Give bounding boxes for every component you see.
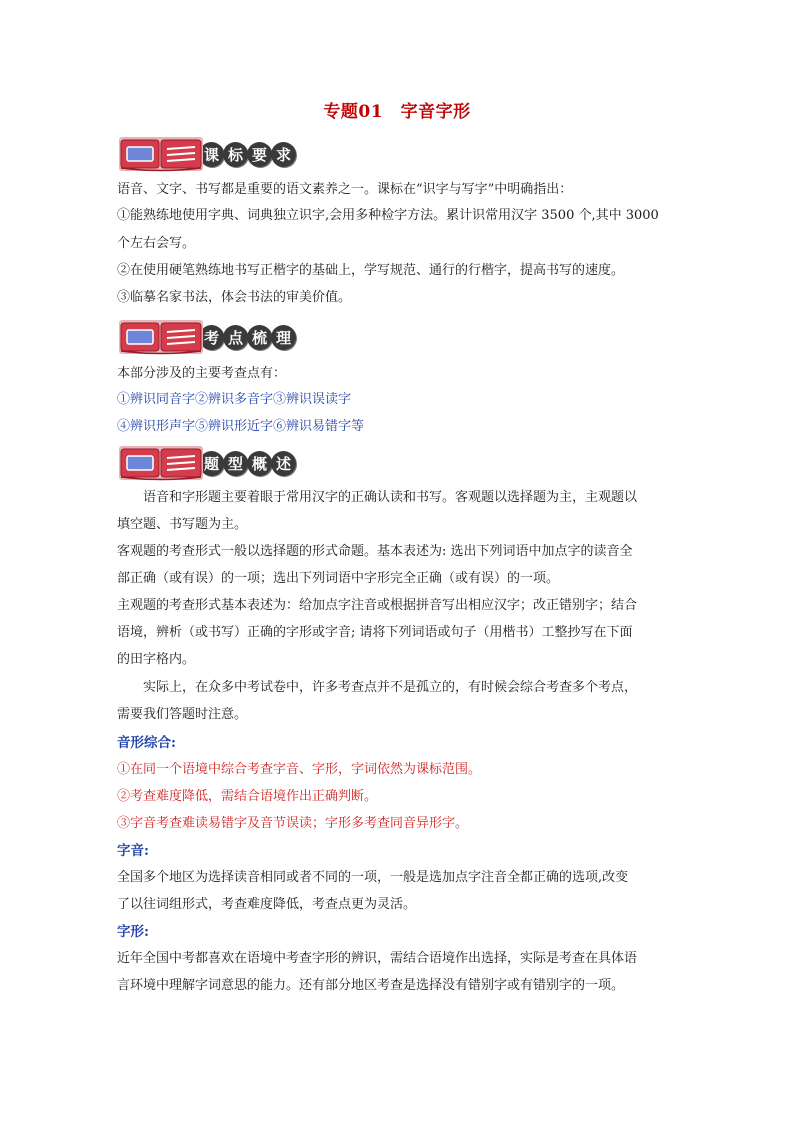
book-icon [117, 444, 205, 482]
shape-text-cont: 言环境中理解字词意思的能力。还有部分地区考查是选择没有错别字或有错别字的一项。 [117, 978, 625, 993]
overview-p2-cont: 部正确（或有误）的一项；选出下列词语中字形完全正确（或有误）的一项。 [117, 571, 560, 586]
combo-item-2: ②考查难度降低，需结合语境作出正确判断。 [117, 789, 378, 804]
section-header-overview [117, 444, 295, 482]
sound-heading: 字音: [117, 843, 149, 859]
combo-item-1: ①在同一个语境中综合考查字音、字形，字词依然为课标范围。 [117, 762, 482, 777]
overview-p3-cont2: 的田字格内。 [117, 652, 196, 667]
overview-p3: 主观题的考查形式基本表述为：给加点字注音或根据拼音写出相应汉字；改正错别字；结合 [117, 598, 638, 613]
section-header-points [117, 318, 295, 356]
shape-heading: 字形: [117, 924, 149, 940]
combo-heading: 音形综合: [117, 735, 176, 751]
shape-text: 近年全国中考都喜欢在语境中考查字形的辨识，需结合语境作出选择，实际是考查在具体语 [117, 951, 638, 966]
section-char: 课 [199, 142, 224, 167]
combo-item-3: ③字音考查难读易错字及音节误读；字形多考查同音异形字。 [117, 816, 469, 831]
curriculum-item-3: ③临摹名家书法，体会书法的审美价值。 [117, 290, 352, 305]
overview-p3-cont1: 语境，辨析（或书写）正确的字形或字音; 请将下列词语或句子（用楷书）工整抄写在下面 [117, 625, 633, 640]
overview-p1-cont: 填空题、书写题为主。 [117, 517, 248, 532]
book-icon [117, 135, 205, 173]
section-char: 标 [223, 142, 248, 167]
curriculum-item-1-cont: 个左右会写。 [117, 236, 196, 251]
overview-p1: 语音和字形题主要着眼于常用汉字的正确认读和书写。客观题以选择题为主，主观题以 [143, 490, 638, 505]
section-header-curriculum [117, 135, 295, 173]
points-row-1: ①辨识同音字②辨识多音字③辨识误读字 [117, 392, 352, 407]
points-row-2: ④辨识形声字⑤辨识形近字⑥辨识易错字等 [117, 419, 365, 434]
section-char: 题 [199, 451, 224, 476]
page-title: 专题01 字音字形 [323, 102, 471, 122]
book-icon [117, 318, 205, 356]
sound-text-cont: 了以往词组形式，考查难度降低，考查点更为灵活。 [117, 897, 417, 912]
section-char: 要 [247, 142, 272, 167]
curriculum-intro: 语音、文字、书写都是重要的语文素养之一。课标在“识字与写字”中明确指出： [117, 182, 573, 197]
section-char: 理 [271, 325, 296, 350]
curriculum-item-2: ②在使用硬笔熟练地书写正楷字的基础上，学写规范、通行的行楷字，提高书写的速度。 [117, 263, 625, 278]
section-char: 考 [199, 325, 224, 350]
curriculum-item-1: ①能熟练地使用字典、词典独立识字,会用多种检字方法。累计识常用汉字 3500 个,其中 3000 [117, 208, 659, 223]
overview-p4: 实际上，在众多中考试卷中，许多考查点并不是孤立的，有时候会综合考查多个考点， [143, 680, 638, 695]
section-char: 点 [223, 325, 248, 350]
section-char: 述 [271, 451, 296, 476]
section-char: 概 [247, 451, 272, 476]
section-char: 求 [271, 142, 296, 167]
overview-p4-cont: 需要我们答题时注意。 [117, 707, 248, 722]
sound-text: 全国多个地区为选择读音相同或者不同的一项，一般是选加点字注音全都正确的选项,改变 [117, 870, 629, 885]
overview-p2: 客观题的考查形式一般以选择题的形式命题。基本表述为: 选出下列词语中加点字的读音全 [117, 544, 633, 559]
section-char: 梳 [247, 325, 272, 350]
points-intro: 本部分涉及的主要考查点有： [117, 366, 287, 381]
section-char: 型 [223, 451, 248, 476]
